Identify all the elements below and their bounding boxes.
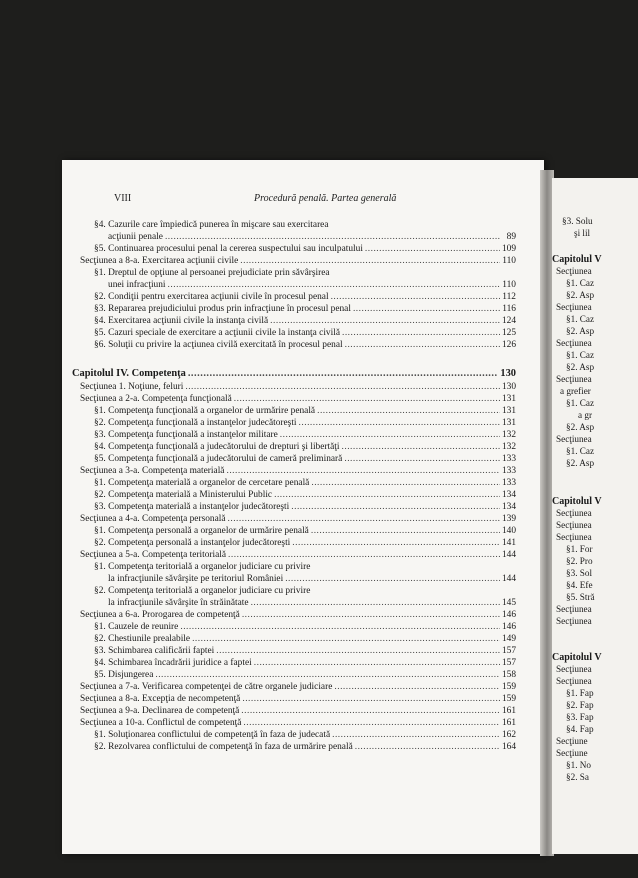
toc-page-number: 109 [501,244,516,254]
toc-entry [108,598,516,609]
toc-entry-title: la infracţiunile săvârşite pe teritoriul României [108,574,284,584]
right-toc-chapter: Capitolul V [552,254,602,265]
toc-leader-dots [365,244,500,255]
toc-entry [94,328,516,339]
toc-leader-dots [334,682,500,693]
right-toc-entry: a gr [578,410,593,420]
right-toc-entry: §2. Asp [566,326,595,336]
toc-page-number: 124 [501,316,516,326]
toc-page-number: 157 [501,646,516,656]
toc-leader-dots [311,478,500,489]
toc-entry-title: §1. Cauzele de reunire [94,622,179,632]
toc-leader-dots [342,442,500,453]
toc-leader-dots [192,634,500,645]
toc-entry [94,454,516,465]
toc-entry-title: §1. Competenţa personală a organelor de urmărire penală [94,526,309,536]
toc-entry [94,730,516,741]
toc-entry-title: la infracţiunile săvârşite în străinătate [108,598,249,608]
toc-entry [94,670,516,681]
right-toc-entry: §2. Fap [566,700,594,710]
toc-page-number: 125 [501,328,516,338]
toc-entry-title: §1. Competenţa materială a organelor de cercetare penală [94,478,310,488]
toc-entry [94,268,330,279]
toc-entry-title: §5. Cazuri speciale de exercitare a acţiunii civile la instanţa civilă [94,328,340,338]
toc-leader-dots [317,406,500,417]
right-toc-entry: §2. Pro [566,556,593,566]
page-number: VIII [114,193,132,204]
toc-page-number: 132 [501,442,516,452]
toc-page-number: 157 [501,658,516,668]
toc-entry [108,574,516,585]
toc-leader-dots [292,538,500,549]
toc-entry-title: §2. Condiţii pentru exercitarea acţiunii civile în procesul penal [94,292,329,302]
toc-entry-title: Secţiunea a 3-a. Competenţa materială [80,466,225,476]
toc-page-number: 139 [501,514,516,524]
toc-leader-dots [185,382,500,393]
right-toc-entry: §1. Caz [566,278,595,288]
toc-entry [94,430,516,441]
toc-page-number: 158 [501,670,516,680]
right-toc-chapter: Capitolul V [552,496,602,507]
toc-leader-dots [291,502,500,513]
right-toc-entry: §3. Fap [566,712,594,722]
right-toc-entry: Secţiunea [556,664,592,674]
toc-entry-title: §6. Soluţii cu privire la acţiunea civilă exercitată în procesul penal [94,340,343,350]
toc-page-number: 132 [501,430,516,440]
toc-entry-title: Secţiunea 1. Noţiune, feluri [80,382,184,392]
right-toc-entry: a grefier [560,386,591,396]
toc-page-number: 134 [501,490,516,500]
right-toc-entry: Secţiunea [556,434,592,444]
toc-entry-title: unei infracţiuni [108,280,166,290]
toc-page-number: 130 [500,368,516,379]
right-toc-entry: Secţiunea [556,676,592,686]
right-toc-entry: Secţiune [556,748,588,758]
toc-entry-title: §2. Competenţa funcţională a instanţelor judecătoreşti [94,418,297,428]
toc-leader-dots [241,706,500,717]
toc-entry-title: §1. Dreptul de opţiune al persoanei prejudiciate prin săvârşirea [94,268,330,278]
toc-leader-dots [242,694,500,705]
toc-entry [80,706,516,717]
toc-page-number: 149 [501,634,516,644]
toc-entry-title: Capitolul IV. Competenţa [72,368,186,379]
toc-page-number: 159 [501,694,516,704]
toc-entry-title: §1. Competenţa teritorială a organelor judiciare cu privire [94,562,311,572]
right-toc-entry: §4. Efe [566,580,593,590]
toc-page-number: 146 [501,610,516,620]
toc-entry [94,562,310,573]
toc-entry [94,292,516,303]
right-toc-entry: §1. Caz [566,314,595,324]
right-toc-entry: Secţiunea [556,374,592,384]
toc-entry [94,418,516,429]
toc-entry [80,382,516,393]
toc-entry-title: §3. Competenţa funcţională a instanţelor militare [94,430,278,440]
toc-entry-title: §4. Competenţa funcţională a judecătorului de drepturi şi libertăţi [94,442,340,452]
toc-leader-dots [355,742,500,753]
toc-leader-dots [285,574,500,585]
right-toc-entry: §1. Caz [566,446,595,456]
toc-entry-title: §2. Rezolvarea conflictului de competenţă în faza de urmărire penală [94,742,353,752]
toc-leader-dots [311,526,500,537]
toc-entry [80,466,516,477]
toc-entry-title: §3. Competenţa materială a instanţelor judecătoreşti [94,502,290,512]
right-toc-entry: Secţiunea [556,338,592,348]
right-toc-entry: §1. For [566,544,593,554]
right-toc-entry: §2. Asp [566,422,595,432]
toc-entry-title: §1. Competenţa funcţională a organelor de urmărire penală [94,406,316,416]
right-toc-entry: Secţiunea [556,508,592,518]
toc-leader-dots [242,610,500,621]
toc-page-number: 131 [501,406,516,416]
toc-entry-title: §3. Repararea prejudiciului produs prin infracţiune în procesul penal [94,304,351,314]
toc-page-number: 145 [501,598,516,608]
toc-entry [94,538,516,549]
toc-leader-dots [216,646,500,657]
toc-page-number: 140 [501,526,516,536]
toc-leader-dots [243,718,500,729]
toc-leader-dots [353,304,500,315]
toc-leader-dots [188,368,499,379]
toc-entry-title: §2. Chestiunile prealabile [94,634,191,644]
toc-leader-dots [234,394,500,405]
toc-entry-title: §2. Competenţa teritorială a organelor judiciare cu privire [94,586,311,596]
toc-entry-title: Secţiunea a 7-a. Verificarea competenţei de către organele judiciare [80,682,333,692]
toc-page-number: 131 [501,418,516,428]
toc-entry-title: §5. Continuarea procesului penal la cererea suspectului sau inculpatului [94,244,363,254]
toc-entry [94,502,516,513]
toc-entry-title: Secţiunea a 10-a. Conflictul de competenţă [80,718,242,728]
toc-entry [94,304,516,315]
toc-entry [94,622,516,633]
right-book-page [552,178,638,854]
toc-entry-title: §2. Competenţa personală a instanţelor judecătoreşti [94,538,291,548]
toc-leader-dots [274,490,500,501]
right-toc-entry: Secţiunea [556,520,592,530]
right-toc-entry: §2. Sa [566,772,589,782]
toc-page-number: 133 [501,466,516,476]
toc-page-number: 130 [501,382,516,392]
toc-entry [80,256,516,267]
toc-leader-dots [228,514,500,525]
toc-entry-title: §5. Competenţa funcţională a judecătorului de cameră preliminară [94,454,343,464]
toc-leader-dots [344,454,500,465]
right-toc-entry: §1. Caz [566,350,595,360]
toc-page-number: 146 [501,622,516,632]
right-toc-entry: §1. Fap [566,688,594,698]
toc-entry [94,406,516,417]
right-toc-entry: §3. Sol [566,568,593,578]
toc-entry [94,490,516,501]
toc-entry-title: §3. Schimbarea calificării faptei [94,646,215,656]
toc-page-number: 110 [502,256,516,266]
toc-leader-dots [251,598,500,609]
toc-page-number: 126 [501,340,516,350]
toc-entry [94,340,516,351]
toc-entry [80,610,516,621]
toc-entry [94,244,516,255]
toc-chapter-entry [72,368,516,379]
toc-entry [94,586,310,597]
toc-page-number: 164 [501,742,516,752]
toc-entry [80,718,516,729]
toc-entry [94,634,516,645]
toc-page-number: 110 [502,280,516,290]
running-header-title: Procedură penală. Partea generală [254,193,397,204]
toc-leader-dots [240,256,500,267]
toc-entry-title: §1. Soluţionarea conflictului de competenţă în faza de judecată [94,730,331,740]
toc-leader-dots [226,466,499,477]
toc-entry [108,232,516,243]
toc-entry [80,682,516,693]
toc-entry [94,220,329,231]
right-toc-entry: şi lil [574,228,591,238]
toc-page-number: 144 [501,550,516,560]
right-toc-entry: §1. Caz [566,398,595,408]
toc-page-number: 89 [506,232,516,242]
toc-leader-dots [180,622,500,633]
right-toc-entry: §3. Solu [562,216,593,226]
right-toc-entry: Secţiunea [556,302,592,312]
toc-entry-title: Secţiunea a 4-a. Competenţa personală [80,514,226,524]
toc-entry [94,742,516,753]
toc-page-number: 133 [501,478,516,488]
toc-leader-dots [155,670,500,681]
right-toc-entry: §2. Asp [566,290,595,300]
toc-entry [94,442,516,453]
right-toc-entry: §2. Asp [566,362,595,372]
right-toc-entry: §4. Fap [566,724,594,734]
toc-entry [94,478,516,489]
right-toc-entry: Secţiune [556,736,588,746]
right-toc-entry: §1. No [566,760,592,770]
toc-leader-dots [342,328,500,339]
toc-entry-title: §4. Cazurile care împiedică punerea în mişcare sau exercitarea [94,220,329,230]
toc-entry [108,280,516,291]
toc-entry [80,514,516,525]
toc-page-number: 134 [501,502,516,512]
toc-leader-dots [168,280,500,291]
toc-leader-dots [345,340,500,351]
toc-page-number: 131 [501,394,516,404]
toc-entry-title: §4. Schimbarea încadrării juridice a faptei [94,658,252,668]
toc-entry-title: §5. Disjungerea [94,670,154,680]
toc-page-number: 159 [501,682,516,692]
toc-page-number: 112 [502,292,516,302]
right-toc-entry: Secţiunea [556,604,592,614]
toc-entry [94,658,516,669]
toc-page-number: 133 [501,454,516,464]
toc-entry [80,550,516,561]
toc-entry [94,646,516,657]
toc-entry [80,394,516,405]
toc-page-number: 161 [501,706,516,716]
toc-entry-title: acţiunii penale [108,232,163,242]
toc-page-number: 162 [501,730,516,740]
toc-entry-title: Secţiunea a 6-a. Prorogarea de competenţă [80,610,240,620]
toc-page-number: 144 [501,574,516,584]
toc-entry [94,526,516,537]
toc-entry-title: §4. Exercitarea acţiunii civile la instanţa civilă [94,316,269,326]
toc-leader-dots [331,292,500,303]
right-toc-entry: Secţiunea [556,266,592,276]
left-book-page [62,160,544,854]
toc-entry-title: Secţiunea a 2-a. Competenţa funcţională [80,394,232,404]
toc-leader-dots [270,316,500,327]
toc-page-number: 161 [501,718,516,728]
toc-entry-title: Secţiunea a 8-a. Excepţia de necompetenţă [80,694,241,704]
toc-leader-dots [254,658,500,669]
toc-page-number: 116 [502,304,516,314]
toc-leader-dots [228,550,500,561]
right-toc-entry: Secţiunea [556,616,592,626]
toc-leader-dots [299,418,500,429]
toc-entry-title: §2. Competenţa materială a Ministerului Public [94,490,273,500]
right-toc-entry: §5. Stră [566,592,595,602]
toc-entry-title: Secţiunea a 5-a. Competenţa teritorială [80,550,227,560]
toc-entry [80,694,516,705]
toc-leader-dots [332,730,500,741]
toc-entry-title: Secţiunea a 9-a. Declinarea de competenţă [80,706,240,716]
toc-entry [94,316,516,327]
toc-leader-dots [165,232,500,243]
right-toc-entry: Secţiunea [556,532,592,542]
toc-entry-title: Secţiunea a 8-a. Exercitarea acţiunii civile [80,256,239,266]
right-toc-chapter: Capitolul V [552,652,602,663]
right-toc-entry: §2. Asp [566,458,595,468]
toc-page-number: 141 [501,538,516,548]
toc-leader-dots [280,430,500,441]
